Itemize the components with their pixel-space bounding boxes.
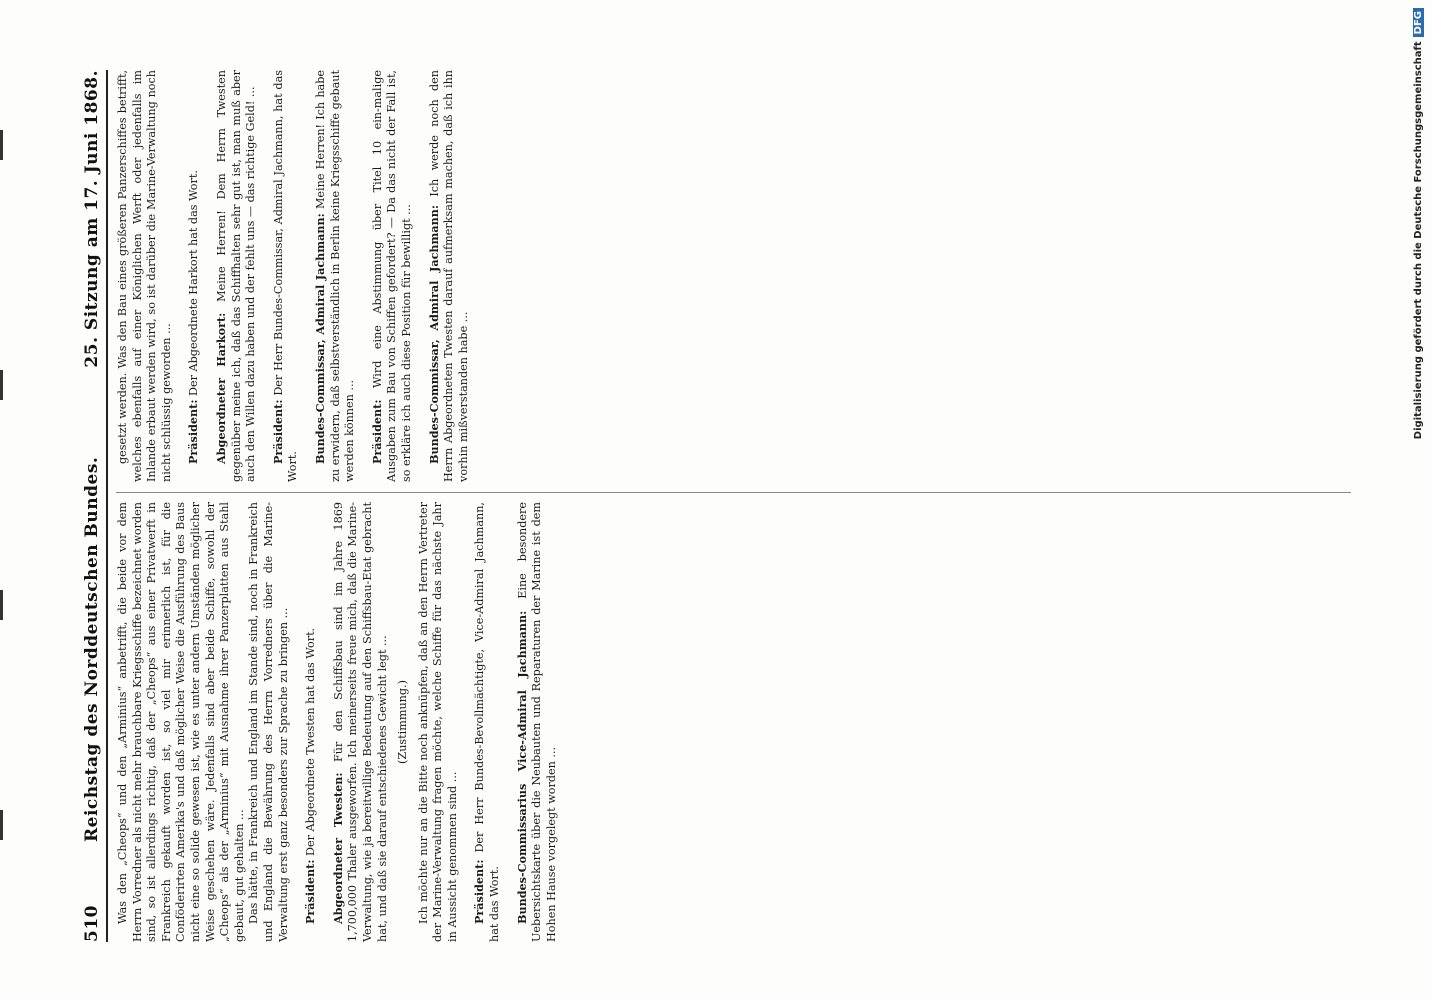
speech-text: Ich werde noch den Herrn Abgeordneten Twesten darauf aufmerksam machen, daß ich ihn vorhin mißverstanden habe ...	[427, 70, 470, 482]
interjection: (Zustimmung.)	[396, 680, 410, 764]
paragraph: Was den „Cheops“ und den „Arminius“ anbetrifft, die beide vor dem Herrn Vorredner als nicht mehr brauchbare Kriegsschiffe bezeichnet worden sind, so ist allerdings richtig, daß der „Cheops“ aus einer Privatwerft in Frankreich gekauft worden ist, so viel mir erinnerlich ist, für die Conföderirten Amerika's und daß möglicher Weise die Ausführung des Baus nicht eine so solide gewesen ist, wie es unter andern Umständen möglicher Weise geschehen wäre. Jedenfalls sind aber beide Schiffe, sowohl der „Cheops“ als der „Arminius“ mit Ausnahme ihrer Panzerplatten aus Stahl gebaut, gut gehalten ...	[116, 502, 246, 942]
speech-text: Der Herr Bundes-Commissar, Admiral Jachmann, hat das Wort.	[271, 70, 300, 482]
speech-text: Eine besondere Uebersichtskarte über die Neubauten und Reparaturen der Marine ist dem Hohen Hause vorgelegt worden ...	[515, 501, 558, 942]
header-rule	[106, 70, 108, 942]
speaker-turn	[427, 70, 472, 482]
dfg-logo: DFG	[1413, 8, 1424, 37]
page-header	[82, 70, 104, 942]
scan-edge-marks	[0, 40, 6, 840]
speech-text: Meine Herren! Ich habe zu erwidern, daß selbstverständlich in Berlin keine Kriegsschiffe gebaut werden können ...	[313, 70, 357, 482]
speaker-label: Präsident:	[303, 859, 318, 924]
speaker-turn	[214, 70, 259, 482]
speaker-label: Präsident:	[369, 399, 384, 464]
speaker-turn	[370, 70, 415, 482]
speech-text: Wird eine Abstimmung über Titel 10 ein-malige Ausgaben zum Bau von Schiffen gefordert? — Da das nicht der Fall ist, so erkläre ich auch diese Position für bewilligt ...	[370, 70, 413, 482]
speaker-turn	[271, 70, 301, 482]
running-title-left: Reichstag des Norddeutschen Bundes.	[82, 456, 102, 842]
speaker-turn	[186, 70, 202, 482]
credit-text: Digitalisierung gefördert durch die Deutsche Forschungsgemeinschaft	[1413, 41, 1424, 440]
paragraph: Ich möchte nur an die Bitte noch anknüpfen, daß an den Herrn Vertreter der Marine-Verwaltung fragen möchte, welche Schiffe für das nächste Jahr in Aussicht genommen sind ...	[416, 502, 459, 942]
speaker-label: Präsident:	[186, 399, 201, 464]
digitization-credit	[1413, 0, 1424, 1000]
right-column	[116, 70, 471, 482]
speaker-turn	[313, 70, 358, 482]
speech-text: Meine Herren! Dem Herrn Twesten gegenüber meine ich, daß das Schiffhalten sehr gut ist, man muß aber auch den Willen dazu haben und der fehlt uns — das richtige Geld! ...	[214, 70, 258, 482]
speaker-label: Präsident:	[472, 859, 487, 924]
speaker-turn	[472, 502, 502, 942]
speaker-turn	[515, 502, 560, 942]
speaker-turn	[303, 502, 319, 942]
paragraph: Das hätte, in Frankreich und England im Stande sind, noch in Frankreich und England die Bewährung des Herrn Vorredners über die Marine-Verwaltung erst ganz besonders zur Sprache zu bringen ...	[247, 502, 290, 942]
speech-text: Der Abgeordnete Twesten hat das Wort.	[304, 627, 318, 856]
speech-text: Der Abgeordnete Harkort hat das Wort.	[187, 170, 201, 396]
speaker-label: Abgeordneter Harkort:	[213, 312, 228, 464]
page-number: 510	[82, 905, 102, 942]
speaker-label: Präsident:	[270, 399, 285, 464]
speaker-label: Bundes-Commissar, Admiral Jachmann:	[426, 204, 441, 464]
speaker-label: Abgeordneter Twesten:	[330, 772, 345, 924]
speech-text: Für den Schiffsbau sind im Jahre 1869 1,700,000 Thaler ausgeworfen. Ich meinerseits freue mich, daß die Marine-Verwaltung, wie ja bereitwillige Bedeutung auf den Schiffsbau-Etat gebracht hat, und daß sie darauf entschiedenes Gewicht legt ...	[331, 502, 389, 942]
running-title-right: 25. Sitzung am 17. Juni 1868.	[82, 70, 102, 368]
speech-text: Der Herr Bundes-Bevollmächtigte, Vice-Admiral Jachmann, hat das Wort.	[473, 502, 502, 942]
speaker-label: Bundes-Commissar, Admiral Jachmann:	[312, 213, 327, 464]
speaker-turn	[331, 502, 390, 942]
paragraph: gesetzt werden. Was den Bau eines größeren Panzerschiffes betrifft, welches ebenfalls auf einer Königlichen Werft oder jedenfalls im Inlande erbaut werden wird, so ist darüber die Marine-Verwaltung noch nicht schlüssig geworden ...	[116, 70, 173, 482]
column-divider	[116, 492, 1351, 493]
speaker-label: Bundes-Commissarius Vice-Admiral Jachmann:	[514, 610, 529, 924]
left-column	[116, 502, 559, 942]
